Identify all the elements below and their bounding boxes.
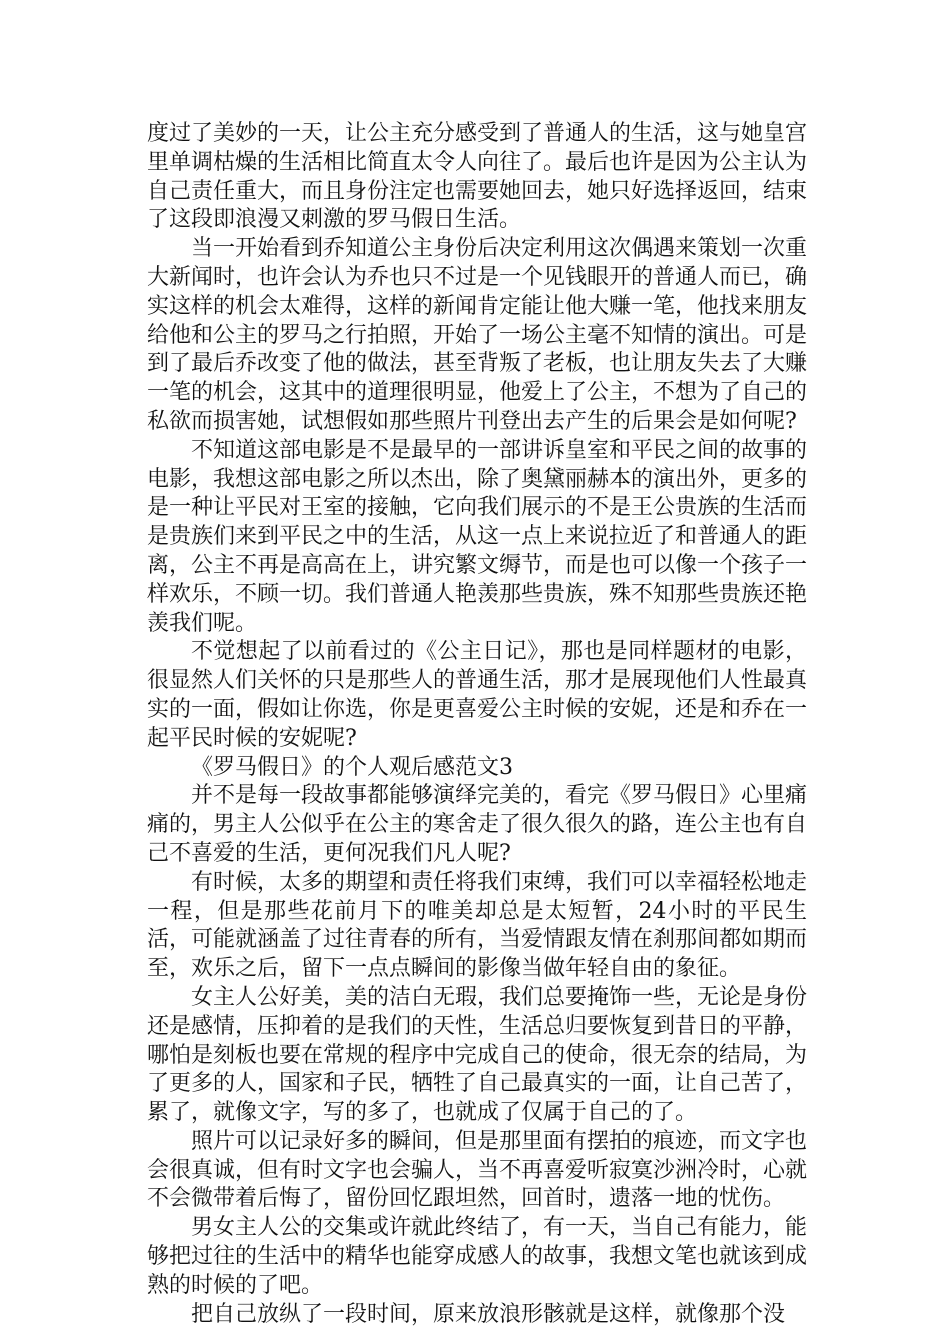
paragraph-4: 不觉想起了以前看过的《公主日记》，那也是同样题材的电影，很显然人们关怀的只是那些人的普通生活，那才是展现他们人性最真实的一面，假如让你选，你是更喜爱公主时候的安妮，还是和乔在一起平民时候的安妮呢? [147,639,808,751]
paragraph-1: 度过了美妙的一天，让公主充分感受到了普通人的生活，这与她皇宫里单调枯燥的生活相比简直太令人向往了。最后也许是因为公主认为自己责任重大，而且身份注定也需要她回去，她只好选择返回，结束了这段即浪漫又刺激的罗马假日生活。 [147,121,808,233]
section-heading: 《罗马假日》的个人观后感范文3 [191,754,513,780]
paragraph-5: 并不是每一段故事都能够演绎完美的，看完《罗马假日》心里痛痛的，男主人公似乎在公主的寒舍走了很久很久的路，连公主也有自己不喜爱的生活，更何况我们凡人呢? [147,783,808,866]
paragraph-10: 把自己放纵了一段时间，原来放浪形骸就是这样，就像那个没 [191,1301,786,1327]
paragraph-9: 男女主人公的交集或许就此终结了，有一天，当自己有能力，能够把过往的生活中的精华也能穿成感人的故事，我想文笔也就该到成熟的时候的了吧。 [147,1215,808,1298]
paragraph-8: 照片可以记录好多的瞬间，但是那里面有摆拍的痕迹，而文字也会很真诚，但有时文字也会骗人，当不再喜爱听寂寞沙洲冷时，心就不会微带着后悔了，留份回忆跟坦然，回首时，遗落一地的忧伤。 [147,1128,808,1212]
document-page [147,120,807,1329]
paragraph-3: 不知道这部电影是不是最早的一部讲诉皇室和平民之间的故事的电影，我想这部电影之所以杰出，除了奥黛丽赫本的演出外，更多的是一种让平民对王室的接触，它向我们展示的不是王公贵族的生活而是贵族们来到平民之中的生活，从这一点上来说拉近了和普通人的距离，公主不再是高高在上，讲究繁文缛节，而是也可以像一个孩子一样欢乐，不顾一切。我们普通人艳羡那些贵族，殊不知那些贵族还艳羡我们呢。 [147,437,808,636]
paragraph-7: 女主人公好美，美的洁白无瑕，我们总要掩饰一些，无论是身份还是感情，压抑着的是我们的天性，生活总归要恢复到昔日的平静，哪怕是刻板也要在常规的程序中完成自己的使命，很无奈的结局，为了更多的人，国家和子民，牺牲了自己最真实的一面，让自己苦了，累了，就像文字，写的多了，也就成了仅属于自己的了。 [147,984,808,1126]
paragraph-2: 当一开始看到乔知道公主身份后决定利用这次偶遇来策划一次重大新闻时，也许会认为乔也只不过是一个见钱眼开的普通人而已，确实这样的机会太难得，这样的新闻肯定能让他大赚一笔，他找来朋友给他和公主的罗马之行拍照，开始了一场公主毫不知情的演出。可是到了最后乔改变了他的做法，甚至背叛了老板，也让朋友失去了大赚一笔的机会，这其中的道理很明显，他爱上了公主，不想为了自己的私欲而损害她，试想假如那些照片刊登出去产生的后果会是如何呢? [147,236,808,434]
paragraph-6: 有时候，太多的期望和责任将我们束缚，我们可以幸福轻松地走一程，但是那些花前月下的唯美却总是太短暂，24小时的平民生活，可能就涵盖了过往青春的所有，当爱情跟友情在刹那间都如期而至，欢乐之后，留下一点点瞬间的影像当做年轻自由的象征。 [147,869,808,982]
